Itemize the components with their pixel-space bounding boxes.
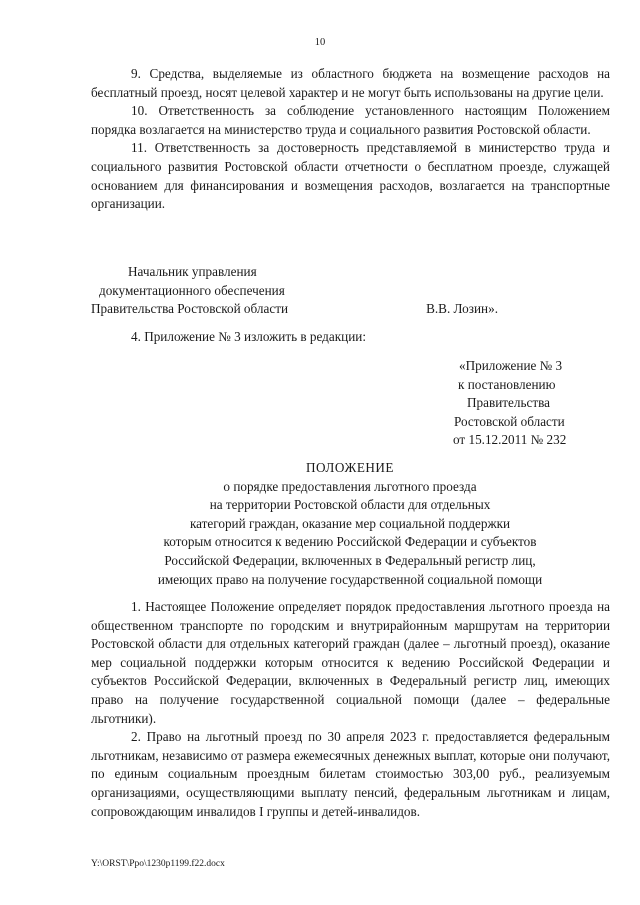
title-line: о порядке предоставления льготного проезда (223, 478, 477, 494)
clause-9: 9. Средства, выделяемые из областного бюджета на возмещение расходов на бесплатный проезд, носят целевой характер и не могут быть использованы на другие цели. (91, 66, 610, 100)
signature-position-line-3: Правительства Ростовской области (91, 301, 289, 317)
signature-position-line-2: документационного обеспечения (99, 282, 285, 298)
signature-position-line-1: Начальник управления (128, 264, 257, 279)
attachment-line-3: Правительства (467, 395, 550, 411)
clauses-main (91, 598, 610, 821)
document-title (0, 459, 640, 589)
page-number: 10 (314, 37, 326, 48)
title-line: категорий граждан, оказание мер социальной поддержки (189, 515, 511, 531)
clause-2: 2. Право на льготный проезд по 30 апреля 2023 г. предоставляется федеральным льготникам, независимо от размера ежемесячных денежных выплат, которые они получают, по единым социальным проездным билетам стоимостью 303,00 руб., реализуемым организациями, осуществляющими выплату пенсий, федеральным льготникам и лицам, сопровождающим инвалидов I группы и детей-инвалидов. (91, 729, 610, 819)
title-line: на территории Ростовской области для отдельных (209, 497, 491, 513)
appendix-instruction: 4. Приложение № 3 изложить в редакции: (131, 329, 366, 344)
title-heading: ПОЛОЖЕНИЕ (305, 460, 394, 475)
clauses-top (91, 65, 610, 214)
attachment-line-1: «Приложение № 3 (459, 358, 563, 373)
attachment-line-5: от 15.12.2011 № 232 (453, 432, 567, 448)
title-line: Российской Федерации, включенных в Федеральный регистр лиц, (164, 552, 536, 568)
signatory-name: В.В. Лозин». (426, 301, 498, 317)
signature-block (91, 263, 610, 319)
clause-11: 11. Ответственность за достоверность представляемой в министерство труда и социального развития Ростовской области отчетности о бесплатном проезде, служащей основанием для финансирования и возмещения расходов, возлагается на транспортные организации. (91, 140, 610, 212)
clause-10: 10. Ответственность за соблюдение установленного настоящим Положением порядка возлагается на министерство труда и социального развития Ростовской области. (91, 103, 610, 137)
attachment-line-4: Ростовской области (454, 413, 565, 429)
footer-file-path: Y:\ORST\Ppo\1230p1199.f22.docx (91, 859, 225, 869)
signature-row (91, 300, 498, 319)
attachment-reference (400, 357, 640, 450)
title-line: имеющих право на получение государственной социальной помощи (157, 571, 543, 587)
title-line: которым относится к ведению Российской Федерации и субъектов (163, 534, 537, 550)
clause-1: 1. Настоящее Положение определяет порядок предоставления льготного проезда на общественном транспорте по городским и внутрирайонным маршрутам на территории Ростовской области для отдельных категорий граждан (далее – льготный проезд), оказание мер социальной поддержки которым относится к ведению Российской Федерации и субъектов Российской Федерации, включенных в Федеральный регистр лиц, имеющих право на получение государственной социальной помощи (далее – федеральные льготники). (91, 599, 610, 726)
attachment-line-2: к постановлению (458, 376, 556, 392)
